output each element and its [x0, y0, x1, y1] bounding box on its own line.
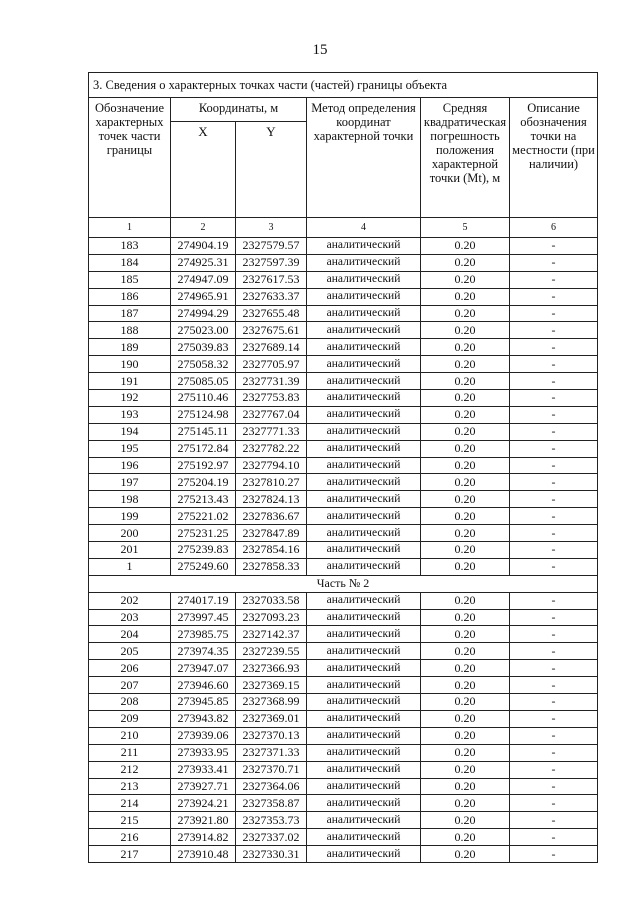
- method-cell: аналитический: [307, 440, 421, 457]
- accuracy-cell: 0.20: [421, 457, 510, 474]
- description-cell: -: [510, 626, 598, 643]
- point-label-cell: 198: [89, 491, 171, 508]
- table-row: [89, 305, 598, 322]
- header-description: Описание обозначения точки на местности (при наличии): [510, 98, 598, 218]
- description-cell: -: [510, 238, 598, 255]
- y-cell: 2327655.48: [236, 305, 307, 322]
- x-cell: 275231.25: [171, 525, 236, 542]
- description-cell: -: [510, 660, 598, 677]
- y-cell: 2327366.93: [236, 660, 307, 677]
- description-cell: -: [510, 643, 598, 660]
- table-row: [89, 727, 598, 744]
- table-row: [89, 795, 598, 812]
- point-label-cell: 191: [89, 373, 171, 390]
- point-label-cell: 199: [89, 508, 171, 525]
- table-row: [89, 677, 598, 694]
- method-cell: аналитический: [307, 406, 421, 423]
- point-label-cell: 185: [89, 271, 171, 288]
- y-cell: 2327675.61: [236, 322, 307, 339]
- x-cell: 275239.83: [171, 542, 236, 559]
- description-cell: -: [510, 761, 598, 778]
- point-label-cell: 183: [89, 238, 171, 255]
- table-row: [89, 373, 598, 390]
- accuracy-cell: 0.20: [421, 508, 510, 525]
- table-row: [89, 339, 598, 356]
- x-cell: 274925.31: [171, 254, 236, 271]
- method-cell: аналитический: [307, 491, 421, 508]
- table-row: [89, 525, 598, 542]
- method-cell: аналитический: [307, 339, 421, 356]
- accuracy-cell: 0.20: [421, 829, 510, 846]
- method-cell: аналитический: [307, 727, 421, 744]
- description-cell: -: [510, 390, 598, 407]
- description-cell: -: [510, 339, 598, 356]
- method-cell: аналитический: [307, 609, 421, 626]
- table-row: [89, 660, 598, 677]
- description-cell: -: [510, 592, 598, 609]
- description-cell: -: [510, 542, 598, 559]
- point-label-cell: 201: [89, 542, 171, 559]
- accuracy-cell: 0.20: [421, 491, 510, 508]
- table-row: [89, 710, 598, 727]
- y-cell: 2327847.89: [236, 525, 307, 542]
- table-row: [89, 592, 598, 609]
- method-cell: аналитический: [307, 457, 421, 474]
- x-cell: 273914.82: [171, 829, 236, 846]
- point-label-cell: 1: [89, 558, 171, 575]
- method-cell: аналитический: [307, 795, 421, 812]
- accuracy-cell: 0.20: [421, 542, 510, 559]
- point-label-cell: 215: [89, 812, 171, 829]
- accuracy-cell: 0.20: [421, 795, 510, 812]
- x-cell: 274947.09: [171, 271, 236, 288]
- table-row: [89, 829, 598, 846]
- point-label-cell: 209: [89, 710, 171, 727]
- description-cell: -: [510, 558, 598, 575]
- table-row: [89, 542, 598, 559]
- description-cell: -: [510, 727, 598, 744]
- method-cell: аналитический: [307, 778, 421, 795]
- accuracy-cell: 0.20: [421, 609, 510, 626]
- x-cell: 273985.75: [171, 626, 236, 643]
- section-title-row: [89, 73, 598, 98]
- description-cell: -: [510, 812, 598, 829]
- y-cell: 2327810.27: [236, 474, 307, 491]
- x-cell: 273943.82: [171, 710, 236, 727]
- y-cell: 2327239.55: [236, 643, 307, 660]
- y-cell: 2327370.71: [236, 761, 307, 778]
- accuracy-cell: 0.20: [421, 812, 510, 829]
- x-cell: 275023.00: [171, 322, 236, 339]
- accuracy-cell: 0.20: [421, 254, 510, 271]
- y-cell: 2327353.73: [236, 812, 307, 829]
- header-x: X: [171, 122, 236, 218]
- point-label-cell: 204: [89, 626, 171, 643]
- point-label-cell: 207: [89, 677, 171, 694]
- y-cell: 2327370.13: [236, 727, 307, 744]
- y-cell: 2327579.57: [236, 238, 307, 255]
- accuracy-cell: 0.20: [421, 525, 510, 542]
- y-cell: 2327633.37: [236, 288, 307, 305]
- column-number: 1: [89, 218, 171, 238]
- y-cell: 2327782.22: [236, 440, 307, 457]
- method-cell: аналитический: [307, 238, 421, 255]
- x-cell: 273933.95: [171, 744, 236, 761]
- method-cell: аналитический: [307, 761, 421, 778]
- table-row: [89, 609, 598, 626]
- description-cell: -: [510, 744, 598, 761]
- table-row: [89, 491, 598, 508]
- y-cell: 2327858.33: [236, 558, 307, 575]
- y-cell: 2327794.10: [236, 457, 307, 474]
- x-cell: 275172.84: [171, 440, 236, 457]
- accuracy-cell: 0.20: [421, 592, 510, 609]
- y-cell: 2327767.04: [236, 406, 307, 423]
- table-row: [89, 778, 598, 795]
- method-cell: аналитический: [307, 474, 421, 491]
- column-number: 6: [510, 218, 598, 238]
- x-cell: 273945.85: [171, 694, 236, 711]
- table-row: [89, 356, 598, 373]
- x-cell: 273924.21: [171, 795, 236, 812]
- part2-rows: [89, 592, 598, 862]
- y-cell: 2327753.83: [236, 390, 307, 407]
- x-cell: 273910.48: [171, 846, 236, 863]
- description-cell: -: [510, 710, 598, 727]
- y-cell: 2327369.15: [236, 677, 307, 694]
- y-cell: 2327368.99: [236, 694, 307, 711]
- description-cell: -: [510, 474, 598, 491]
- y-cell: 2327033.58: [236, 592, 307, 609]
- point-label-cell: 193: [89, 406, 171, 423]
- method-cell: аналитический: [307, 710, 421, 727]
- header-row: [89, 98, 598, 122]
- table-row: [89, 474, 598, 491]
- point-label-cell: 194: [89, 423, 171, 440]
- header-point-label: Обозначение характерных точек части границы: [89, 98, 171, 218]
- y-cell: 2327824.13: [236, 491, 307, 508]
- table-row: [89, 322, 598, 339]
- method-cell: аналитический: [307, 542, 421, 559]
- part1-rows: [89, 238, 598, 576]
- x-cell: 273933.41: [171, 761, 236, 778]
- method-cell: аналитический: [307, 558, 421, 575]
- x-cell: 273946.60: [171, 677, 236, 694]
- y-cell: 2327142.37: [236, 626, 307, 643]
- method-cell: аналитический: [307, 356, 421, 373]
- header-accuracy: Средняя квадратическая погрешность положения характерной точки (Mt), м: [421, 98, 510, 218]
- method-cell: аналитический: [307, 423, 421, 440]
- x-cell: 274904.19: [171, 238, 236, 255]
- accuracy-cell: 0.20: [421, 660, 510, 677]
- x-cell: 275110.46: [171, 390, 236, 407]
- method-cell: аналитический: [307, 373, 421, 390]
- point-label-cell: 210: [89, 727, 171, 744]
- method-cell: аналитический: [307, 626, 421, 643]
- x-cell: 273947.07: [171, 660, 236, 677]
- x-cell: 273927.71: [171, 778, 236, 795]
- description-cell: -: [510, 423, 598, 440]
- accuracy-cell: 0.20: [421, 406, 510, 423]
- column-number: 2: [171, 218, 236, 238]
- x-cell: 274965.91: [171, 288, 236, 305]
- description-cell: -: [510, 271, 598, 288]
- column-number: 3: [236, 218, 307, 238]
- table-row: [89, 238, 598, 255]
- description-cell: -: [510, 491, 598, 508]
- column-numbers-row: [89, 218, 598, 238]
- description-cell: -: [510, 694, 598, 711]
- table-row: [89, 761, 598, 778]
- section-title: 3. Сведения о характерных точках части (частей) границы объекта: [89, 73, 598, 98]
- description-cell: -: [510, 305, 598, 322]
- method-cell: аналитический: [307, 271, 421, 288]
- description-cell: -: [510, 457, 598, 474]
- accuracy-cell: 0.20: [421, 423, 510, 440]
- y-cell: 2327731.39: [236, 373, 307, 390]
- accuracy-cell: 0.20: [421, 390, 510, 407]
- x-cell: 273974.35: [171, 643, 236, 660]
- point-label-cell: 217: [89, 846, 171, 863]
- header-method: Метод определения координат характерной точки: [307, 98, 421, 218]
- description-cell: -: [510, 322, 598, 339]
- description-cell: -: [510, 609, 598, 626]
- table-row: [89, 694, 598, 711]
- method-cell: аналитический: [307, 254, 421, 271]
- x-cell: 273921.80: [171, 812, 236, 829]
- point-label-cell: 195: [89, 440, 171, 457]
- point-label-cell: 190: [89, 356, 171, 373]
- description-cell: -: [510, 846, 598, 863]
- accuracy-cell: 0.20: [421, 761, 510, 778]
- accuracy-cell: 0.20: [421, 339, 510, 356]
- table-row: [89, 254, 598, 271]
- method-cell: аналитический: [307, 694, 421, 711]
- x-cell: 275204.19: [171, 474, 236, 491]
- y-cell: 2327597.39: [236, 254, 307, 271]
- accuracy-cell: 0.20: [421, 778, 510, 795]
- table-row: [89, 406, 598, 423]
- method-cell: аналитический: [307, 846, 421, 863]
- method-cell: аналитический: [307, 322, 421, 339]
- description-cell: -: [510, 778, 598, 795]
- table-row: [89, 812, 598, 829]
- x-cell: 275058.32: [171, 356, 236, 373]
- point-label-cell: 189: [89, 339, 171, 356]
- y-cell: 2327371.33: [236, 744, 307, 761]
- column-number: 4: [307, 218, 421, 238]
- accuracy-cell: 0.20: [421, 440, 510, 457]
- x-cell: 275085.05: [171, 373, 236, 390]
- method-cell: аналитический: [307, 677, 421, 694]
- point-label-cell: 196: [89, 457, 171, 474]
- x-cell: 275124.98: [171, 406, 236, 423]
- table-row: [89, 508, 598, 525]
- accuracy-cell: 0.20: [421, 694, 510, 711]
- table-row: [89, 558, 598, 575]
- table-row: [89, 423, 598, 440]
- method-cell: аналитический: [307, 643, 421, 660]
- accuracy-cell: 0.20: [421, 373, 510, 390]
- description-cell: -: [510, 288, 598, 305]
- x-cell: 275192.97: [171, 457, 236, 474]
- table-row: [89, 846, 598, 863]
- column-number: 5: [421, 218, 510, 238]
- description-cell: -: [510, 677, 598, 694]
- x-cell: 275213.43: [171, 491, 236, 508]
- y-cell: 2327617.53: [236, 271, 307, 288]
- method-cell: аналитический: [307, 288, 421, 305]
- accuracy-cell: 0.20: [421, 474, 510, 491]
- x-cell: 275249.60: [171, 558, 236, 575]
- description-cell: -: [510, 795, 598, 812]
- point-label-cell: 212: [89, 761, 171, 778]
- accuracy-cell: 0.20: [421, 271, 510, 288]
- table-row: [89, 271, 598, 288]
- table-row: [89, 626, 598, 643]
- description-cell: -: [510, 254, 598, 271]
- table-row: [89, 643, 598, 660]
- description-cell: -: [510, 440, 598, 457]
- y-cell: 2327093.23: [236, 609, 307, 626]
- accuracy-cell: 0.20: [421, 626, 510, 643]
- y-cell: 2327364.06: [236, 778, 307, 795]
- table-row: [89, 288, 598, 305]
- method-cell: аналитический: [307, 305, 421, 322]
- point-label-cell: 205: [89, 643, 171, 660]
- method-cell: аналитический: [307, 660, 421, 677]
- method-cell: аналитический: [307, 829, 421, 846]
- description-cell: -: [510, 829, 598, 846]
- accuracy-cell: 0.20: [421, 710, 510, 727]
- method-cell: аналитический: [307, 592, 421, 609]
- point-label-cell: 184: [89, 254, 171, 271]
- point-label-cell: 203: [89, 609, 171, 626]
- point-label-cell: 197: [89, 474, 171, 491]
- point-label-cell: 188: [89, 322, 171, 339]
- y-cell: 2327836.67: [236, 508, 307, 525]
- x-cell: 275039.83: [171, 339, 236, 356]
- part-heading: Часть № 2: [89, 575, 598, 592]
- accuracy-cell: 0.20: [421, 558, 510, 575]
- header-coordinates: Координаты, м: [171, 98, 307, 122]
- x-cell: 274994.29: [171, 305, 236, 322]
- y-cell: 2327330.31: [236, 846, 307, 863]
- point-label-cell: 187: [89, 305, 171, 322]
- point-label-cell: 208: [89, 694, 171, 711]
- method-cell: аналитический: [307, 508, 421, 525]
- accuracy-cell: 0.20: [421, 305, 510, 322]
- point-label-cell: 186: [89, 288, 171, 305]
- point-label-cell: 202: [89, 592, 171, 609]
- point-label-cell: 211: [89, 744, 171, 761]
- method-cell: аналитический: [307, 390, 421, 407]
- method-cell: аналитический: [307, 525, 421, 542]
- y-cell: 2327705.97: [236, 356, 307, 373]
- description-cell: -: [510, 373, 598, 390]
- table-row: [89, 440, 598, 457]
- accuracy-cell: 0.20: [421, 643, 510, 660]
- table-row: [89, 390, 598, 407]
- accuracy-cell: 0.20: [421, 322, 510, 339]
- page-number: 15: [312, 42, 328, 58]
- x-cell: 273939.06: [171, 727, 236, 744]
- accuracy-cell: 0.20: [421, 238, 510, 255]
- accuracy-cell: 0.20: [421, 846, 510, 863]
- accuracy-cell: 0.20: [421, 727, 510, 744]
- accuracy-cell: 0.20: [421, 288, 510, 305]
- part-heading-row: [89, 575, 598, 592]
- y-cell: 2327337.02: [236, 829, 307, 846]
- table-row: [89, 744, 598, 761]
- accuracy-cell: 0.20: [421, 677, 510, 694]
- point-label-cell: 213: [89, 778, 171, 795]
- method-cell: аналитический: [307, 812, 421, 829]
- description-cell: -: [510, 406, 598, 423]
- y-cell: 2327689.14: [236, 339, 307, 356]
- accuracy-cell: 0.20: [421, 744, 510, 761]
- y-cell: 2327854.16: [236, 542, 307, 559]
- accuracy-cell: 0.20: [421, 356, 510, 373]
- point-label-cell: 192: [89, 390, 171, 407]
- y-cell: 2327771.33: [236, 423, 307, 440]
- x-cell: 273997.45: [171, 609, 236, 626]
- description-cell: -: [510, 356, 598, 373]
- point-label-cell: 216: [89, 829, 171, 846]
- boundary-points-table: [88, 72, 598, 863]
- point-label-cell: 200: [89, 525, 171, 542]
- point-label-cell: 206: [89, 660, 171, 677]
- y-cell: 2327358.87: [236, 795, 307, 812]
- x-cell: 274017.19: [171, 592, 236, 609]
- point-label-cell: 214: [89, 795, 171, 812]
- description-cell: -: [510, 525, 598, 542]
- table-row: [89, 457, 598, 474]
- method-cell: аналитический: [307, 744, 421, 761]
- x-cell: 275145.11: [171, 423, 236, 440]
- y-cell: 2327369.01: [236, 710, 307, 727]
- x-cell: 275221.02: [171, 508, 236, 525]
- header-y: Y: [236, 122, 307, 218]
- description-cell: -: [510, 508, 598, 525]
